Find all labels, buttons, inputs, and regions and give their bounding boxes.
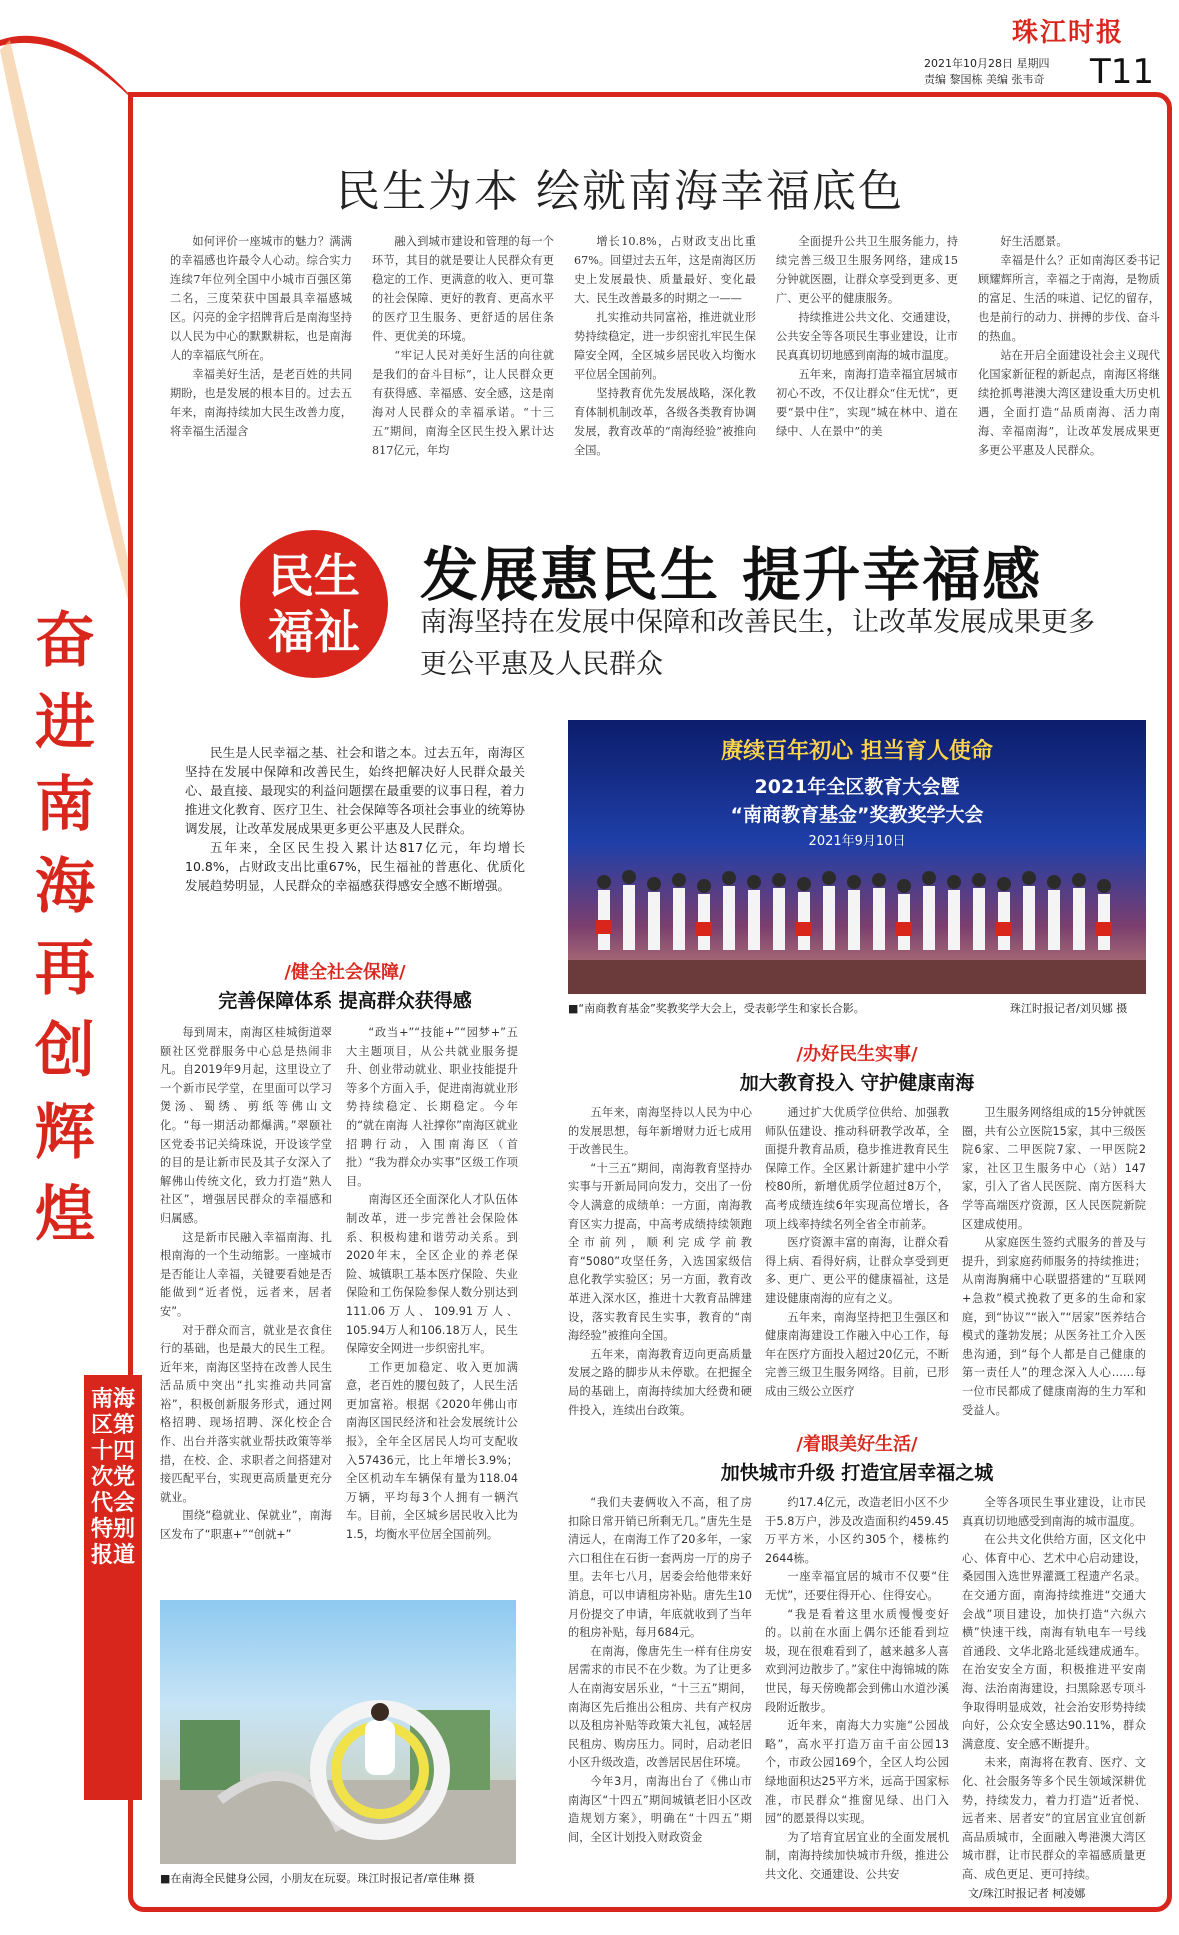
section3-title: 加快城市升级 打造宜居幸福之城 [720, 1462, 994, 1484]
top-col-4 [776, 232, 958, 441]
feature-subheadline: 南海坚持在发展中保障和改善民生，让改革发展成果更多更公平惠及人民群众 [420, 607, 1095, 680]
side-banner: 南海区第十四次党代会特别报道 [84, 1375, 142, 1800]
section1-tag: /健全社会保障/ [284, 962, 406, 983]
banner-text: “南商教育基金”奖教奖学大会 [730, 804, 984, 826]
paragraph: 近年来，南海大力实施“公园战略”，高水平打造万亩千亩公园13个，市政公园169个，全区人均公园绿地面积达25平方米，远高于国家标准，市民群众“推窗见绿、出门入园”的愿景得以实现。 [765, 1719, 949, 1826]
badge-line: 福祉 [268, 605, 360, 659]
paragraph: 医疗资源丰富的南海，让群众看得上病、看得好病，让群众享受到更多、更广、更公平的健康福祉，这是建设健康南海的应有之义。 [765, 1236, 949, 1305]
crowd-illustration [568, 850, 1146, 994]
top-col-2 [372, 232, 554, 460]
section1-title: 完善保障体系 提高群众获得感 [218, 990, 472, 1012]
section3-col-3 [962, 1494, 1146, 1884]
paragraph: 坚持教育优先发展战略，深化教育体制机制改革，各级各类教育协调发展，教育改革的“南海经验”被推向全国。 [574, 387, 756, 457]
paragraph: 全等各项民生事业建设，让市民真真切切地感受到南海的城市温度。 [962, 1496, 1146, 1528]
page-number: T11 [1090, 52, 1155, 92]
paragraph: 幸福美好生活，是老百姓的共同期盼，也是发展的根本目的。过去五年来，南海持续加大民生改善力度，将幸福生活湿含 [170, 368, 352, 438]
photo2-caption: ■在南海全民健身公园，小朋友在玩耍。珠江时报记者/章佳琳 摄 [160, 1872, 475, 1885]
paragraph: 如何评价一座城市的魅力？满满的幸福感也许最令人心动。综合实力连续7年位列全国中小城市百强区第二名，三度荣获中国最具幸福感城区。闪亮的金字招牌背后是南海坚持以人民为中心的默默耕耘，也是南海人的幸福底气所在。 [170, 235, 352, 362]
banner-text: 赓续百年初心 担当育人使命 [721, 739, 993, 764]
feature-intro [185, 743, 525, 895]
paragraph: 五年来，南海坚持以人民为中心的发展思想，每年新增财力近七成用于改善民生。 [568, 1106, 752, 1157]
photo1-caption: ■“南商教育基金”奖教奖学大会上，受表彰学生和家长合影。 [568, 1002, 865, 1015]
section2-tag: /办好民生实事/ [796, 1044, 918, 1065]
paragraph: 约17.4亿元，改造老旧小区不少于5.8万户，涉及改造面积约459.45万平方米，小区约305个，楼栋约2644栋。 [765, 1496, 949, 1565]
paragraph: “十三五”期间，南海教育坚持办实事与开新局同向发力，交出了一份令人满意的成绩单：一方面，南海教育区实力提高，中高考成绩持续领跑全市前列，顺利完成学前教育“5080”攻坚任务，入选国家级信息化教学实验区；另一方面，教育改革进入深水区，推进十大教育品牌建设，落实教育民生实事，教育的“南海经验”被推向全国。 [568, 1161, 752, 1343]
paragraph: 扎实推动共同富裕，推进就业形势持续稳定，进一步织密扎牢民生保障安全网，全区城乡居民收入均衡水平位居全国前列。 [574, 311, 756, 381]
park-photo [160, 1600, 516, 1864]
paragraph: 对于群众而言，就业是衣食住行的基础，也是最大的民生工程。近年来，南海区坚持在改善人民生活品质中突出“扎实推动共同富裕”，积极创新服务形式，通过网格招聘、现场招聘、深化校企合作、出台并落实就业帮扶政策等举措，在校、企、求职者之间搭建对接匹配平台，实现更高质量更充分就业。 [160, 1323, 332, 1504]
paragraph: 未来，南海将在教育、医疗、文化、社会服务等多个民生领域深耕优势，持续发力，着力打造“近者悦、远者来、居者安”的宜居宜业宜创新高品质城市，全面融入粤港澳大湾区城市群，让市民群众的幸福感质量更高、成色更足、更可持续。 [962, 1756, 1146, 1881]
dateline [924, 56, 1050, 88]
paragraph: 五年来，南海坚持把卫生强区和健康南海建设工作融入中心工作，每年在医疗方面投入超过20亿元，不断完善三级卫生服务网络。目前，已形成由三级公立医疗 [765, 1310, 949, 1398]
paragraph: “牢记人民对美好生活的向往就是我们的奋斗目标”，让人民群众更有获得感、幸福感、安全感，这是南海对人民群众的幸福承诺。“十三五”期间，南海全区民生投入累计达817亿元，年均 [372, 349, 554, 457]
feature-badge [240, 530, 388, 678]
photo1-credit: 珠江时报记者/刘贝娜 摄 [1010, 1002, 1128, 1015]
paragraph: 五年来，全区民生投入累计达817亿元，年均增长10.8%，占财政支出比重67%，民生福祉的普惠化、优质化发展趋势明显，人民群众的幸福感获得感安全感不断增强。 [185, 840, 525, 893]
paragraph: 增长10.8%，占财政支出比重67%。回望过去五年，这是南海区历史上发展最快、质量最好、变化最大、民生改善最多的时期之一—— [574, 235, 756, 305]
paragraph: 融入到城市建设和管理的每一个环节，其目的就是要让人民群众有更稳定的工作、更满意的收入、更可靠的社会保障、更好的教育、更高水平的医疗卫生服务、更舒适的居住条件、更优美的环境。 [372, 235, 554, 343]
section1-col-2 [346, 1024, 518, 1545]
side-stripe [0, 40, 130, 600]
paragraph: 全面提升公共卫生服务能力，持续完善三级卫生服务网络，建成15分钟就医圈，让群众享受到更多、更广、更公平的健康服务。 [776, 235, 958, 305]
top-article-title: 民生为本 绘就南海幸福底色 [336, 166, 904, 217]
paragraph: 五年来，南海打造幸福宜居城市初心不改，不仅让群众“住无忧”，更要“景中住”，实现“城在林中、道在绿中、人在景中”的美 [776, 368, 958, 438]
section2-col-2 [765, 1104, 949, 1402]
paragraph: 好生活愿景。 [1000, 235, 1068, 248]
paragraph: 南海区还全面深化人才队伍体制改革，进一步完善社会保险体系、积极构建和谐劳动关系。到2020年末，全区企业的养老保险、城镇职工基本医疗保险、失业保险和工伤保险参保人数分别达到111.06万人、109.91万人、105.94万人和106.18万人，民生保障安全网进一步织密扎牢。 [346, 1193, 518, 1356]
paragraph: “我们夫妻俩收入不高，租了房扣除日常开销已所剩无几。”唐先生是清远人，在南海工作了20多年，一家六口租住在石街一套两房一厅的房子里。去年七八月，居委会给他带来好消息，可以申请租房补贴。唐先生10月份提交了申请，年底就收到了当年的租房补贴，每月684元。 [568, 1496, 752, 1640]
education-conference-photo [568, 720, 1146, 994]
park-illustration [160, 1600, 516, 1864]
paragraph: 民生是人民幸福之基、社会和谐之本。过去五年，南海区坚持在发展中保障和改善民生，始终把解决好人民群众最关心、最直接、最现实的利益问题摆在最重要的议事日程，着力推进文化教育、医疗卫生、社会保障等各项社会事业的统筹协调发展，让改革发展成果更多更公平惠及人民群众。 [185, 745, 525, 836]
newspaper-logo: 珠江时报 [1011, 18, 1124, 48]
section1-col-1 [160, 1024, 332, 1545]
side-slogan: 奋进南海 再创辉煌 [35, 606, 95, 1250]
byline: 文/珠江时报记者 柯凌娜 [968, 1887, 1086, 1900]
paragraph: 工作更加稳定、收入更加满意，老百姓的腰包鼓了，人民生活更加富裕。根据《2020年佛山市南海区国民经济和社会发展统计公报》，全年全区居民人均可支配收入57436元，比上年增长3.9%；全区机动车车辆保有量为118.04万辆，平均每3个人拥有一辆汽车。目前，全区城乡居民收入比为1.5，均衡水平位居全国前列。 [346, 1360, 518, 1542]
banner-date: 2021年9月10日 [808, 834, 906, 849]
section2-col-3 [962, 1104, 1146, 1420]
paragraph: 在公共文化供给方面，区文化中心、体育中心、艺术中心启动建设，桑园围入选世界灌溉工程遗产名录。在交通方面，南海持续推进“交通大会战”项目建设，加快打造“六纵六横”快速干线，南海有轨电车一号线首通段、文华北路北延线建成通车。在治安安全方面，积极推进平安南海、法治南海建设，扫黑除恶专项斗争取得明显成效，社会治安形势持续向好，公众安全感达90.11%，群众满意度、安全感不断提升。 [962, 1533, 1146, 1751]
section3-col-1 [568, 1494, 752, 1847]
paragraph: “政当+”“技能+”“园梦+”五大主题项目，从公共就业服务提升、创业带动就业、职业技能提升等多个方面入手，促进南海就业形势持续稳定、长期稳定。今年的“就在南海 人社撑你”南海区就业招聘行动，入围南海区（首批）“我为群众办实事”区级工作项目。 [346, 1026, 518, 1188]
paragraph: “我是看着这里水质慢慢变好的。以前在水面上偶尔还能看到垃圾，现在很难看到了，越来越多人喜欢到河边散步了。”家住中海锦城的陈世民，每天傍晚都会到佛山水道沙溪段附近散步。 [765, 1607, 949, 1714]
paragraph: 通过扩大优质学位供给、加强教师队伍建设、推动科研教学改革，全面提升教育品质，稳步推进教育民生保障工作。全区累计新建扩建中小学校80所，新增优质学位超过8万个，高考成绩连续6年实现高位增长，各项上线率持续名列全省全市前茅。 [765, 1106, 949, 1231]
banner-text: 2021年全区教育大会暨 [754, 776, 960, 798]
paragraph: 为了培育宜居宜业的全面发展机制，南海持续加快城市升级，推进公共文化、交通建设、公共安 [765, 1830, 949, 1881]
paragraph: 五年来，南海教育迈向更高质量发展之路的脚步从未停歇。在把握全局的基础上，南海持续加大经费和硬件投入，连续出台政策。 [568, 1347, 752, 1417]
feature-headline: 发展惠民生 提升幸福感 [420, 541, 1043, 609]
date: 2021年10月28日 星期四 [924, 57, 1050, 70]
paragraph: 从家庭医生签约式服务的普及与提升，到家庭药师服务的持续推进；从南海胸痛中心联盟搭建的“互联网+急救”模式挽救了更多的生命和家庭，到“协议”“嵌入”“居家”医养结合模式的蓬勃发展；从医务社工介入医患沟通，到“每个人都是自己健康的第一责任人”的理念深入人心……每一位市民都成了健康南海的生力军和受益人。 [962, 1236, 1146, 1417]
top-col-1 [170, 232, 352, 441]
section3-tag: /着眼美好生活/ [796, 1434, 918, 1455]
paragraph: 在南海，像唐先生一样有住房安居需求的市民不在少数。为了让更多人在南海安居乐业，“十三五”期间，南海区先后推出公租房、共有产权房以及租房补贴等政策大礼包，减轻居民租房、购房压力。同时，启动老旧小区升级改造，改善居民居住环境。 [568, 1644, 752, 1770]
top-col-3 [574, 232, 756, 460]
paragraph: 每到周末，南海区桂城街道翠颐社区党群服务中心总是热闹非凡。自2019年9月起，这里设立了一个新市民学堂，在里面可以学习煲汤、蜀绣、剪纸等佛山文化。“每一期活动都爆满。”翠颐社区党委书记关绮珠说，开设该学堂的目的是让新市民及其子女深入了解佛山传统文化，致力打造“熟人社区”，增强居民群众的幸福感和归属感。 [160, 1026, 332, 1225]
section2-col-1 [568, 1104, 752, 1420]
paragraph: 一座幸福宜居的城市不仅要“住无忧”，还要住得开心、住得安心。 [765, 1570, 949, 1602]
paragraph: 围绕“稳就业、保就业”，南海区发布了“职惠+”“创就+” [160, 1509, 332, 1542]
top-col-5 [978, 232, 1160, 460]
section3-col-2 [765, 1494, 949, 1884]
paragraph: 卫生服务网络组成的15分钟就医圈，共有公立医院15家，其中三级医院6家、二甲医院7家、一甲医院2家，社区卫生服务中心（站）147家，引入了省人民医院、南方医科大学等高端医疗资源，区人民医院新院区建成使用。 [962, 1106, 1146, 1231]
paragraph: 这是新市民融入幸福南海、扎根南海的一个生动缩影。一座城市是否能让人幸福，关键要看她是否能做到“近者悦，远者来，居者安”。 [160, 1230, 332, 1318]
paragraph: 持续推进公共文化、交通建设，公共安全等各项民生事业建设，让市民真真切切地感到南海的城市温度。 [776, 311, 958, 362]
paragraph: 站在开启全面建设社会主义现代化国家新征程的新起点，南海区将继续抢抓粤港澳大湾区建设重大历史机遇，全面打造“品质南海、活力南海、幸福南海”，让改革发展成果更多更公平惠及人民群众。 [978, 349, 1160, 457]
paragraph: 幸福是什么？正如南海区委书记顾耀辉所言，幸福之于南海，是物质的富足、生活的味道、记忆的留存，也是前行的动力、拼搏的步伐、奋斗的热血。 [978, 254, 1160, 343]
section2-title: 加大教育投入 守护健康南海 [739, 1072, 975, 1094]
paragraph: 今年3月，南海出台了《佛山市南海区“十四五”期间城镇老旧小区改造规划方案》，明确在“十四五”期间，全区计划投入财政资金 [568, 1774, 752, 1844]
editors: 责编 黎国栋 美编 张韦奇 [924, 73, 1045, 86]
badge-line: 民生 [268, 549, 360, 603]
